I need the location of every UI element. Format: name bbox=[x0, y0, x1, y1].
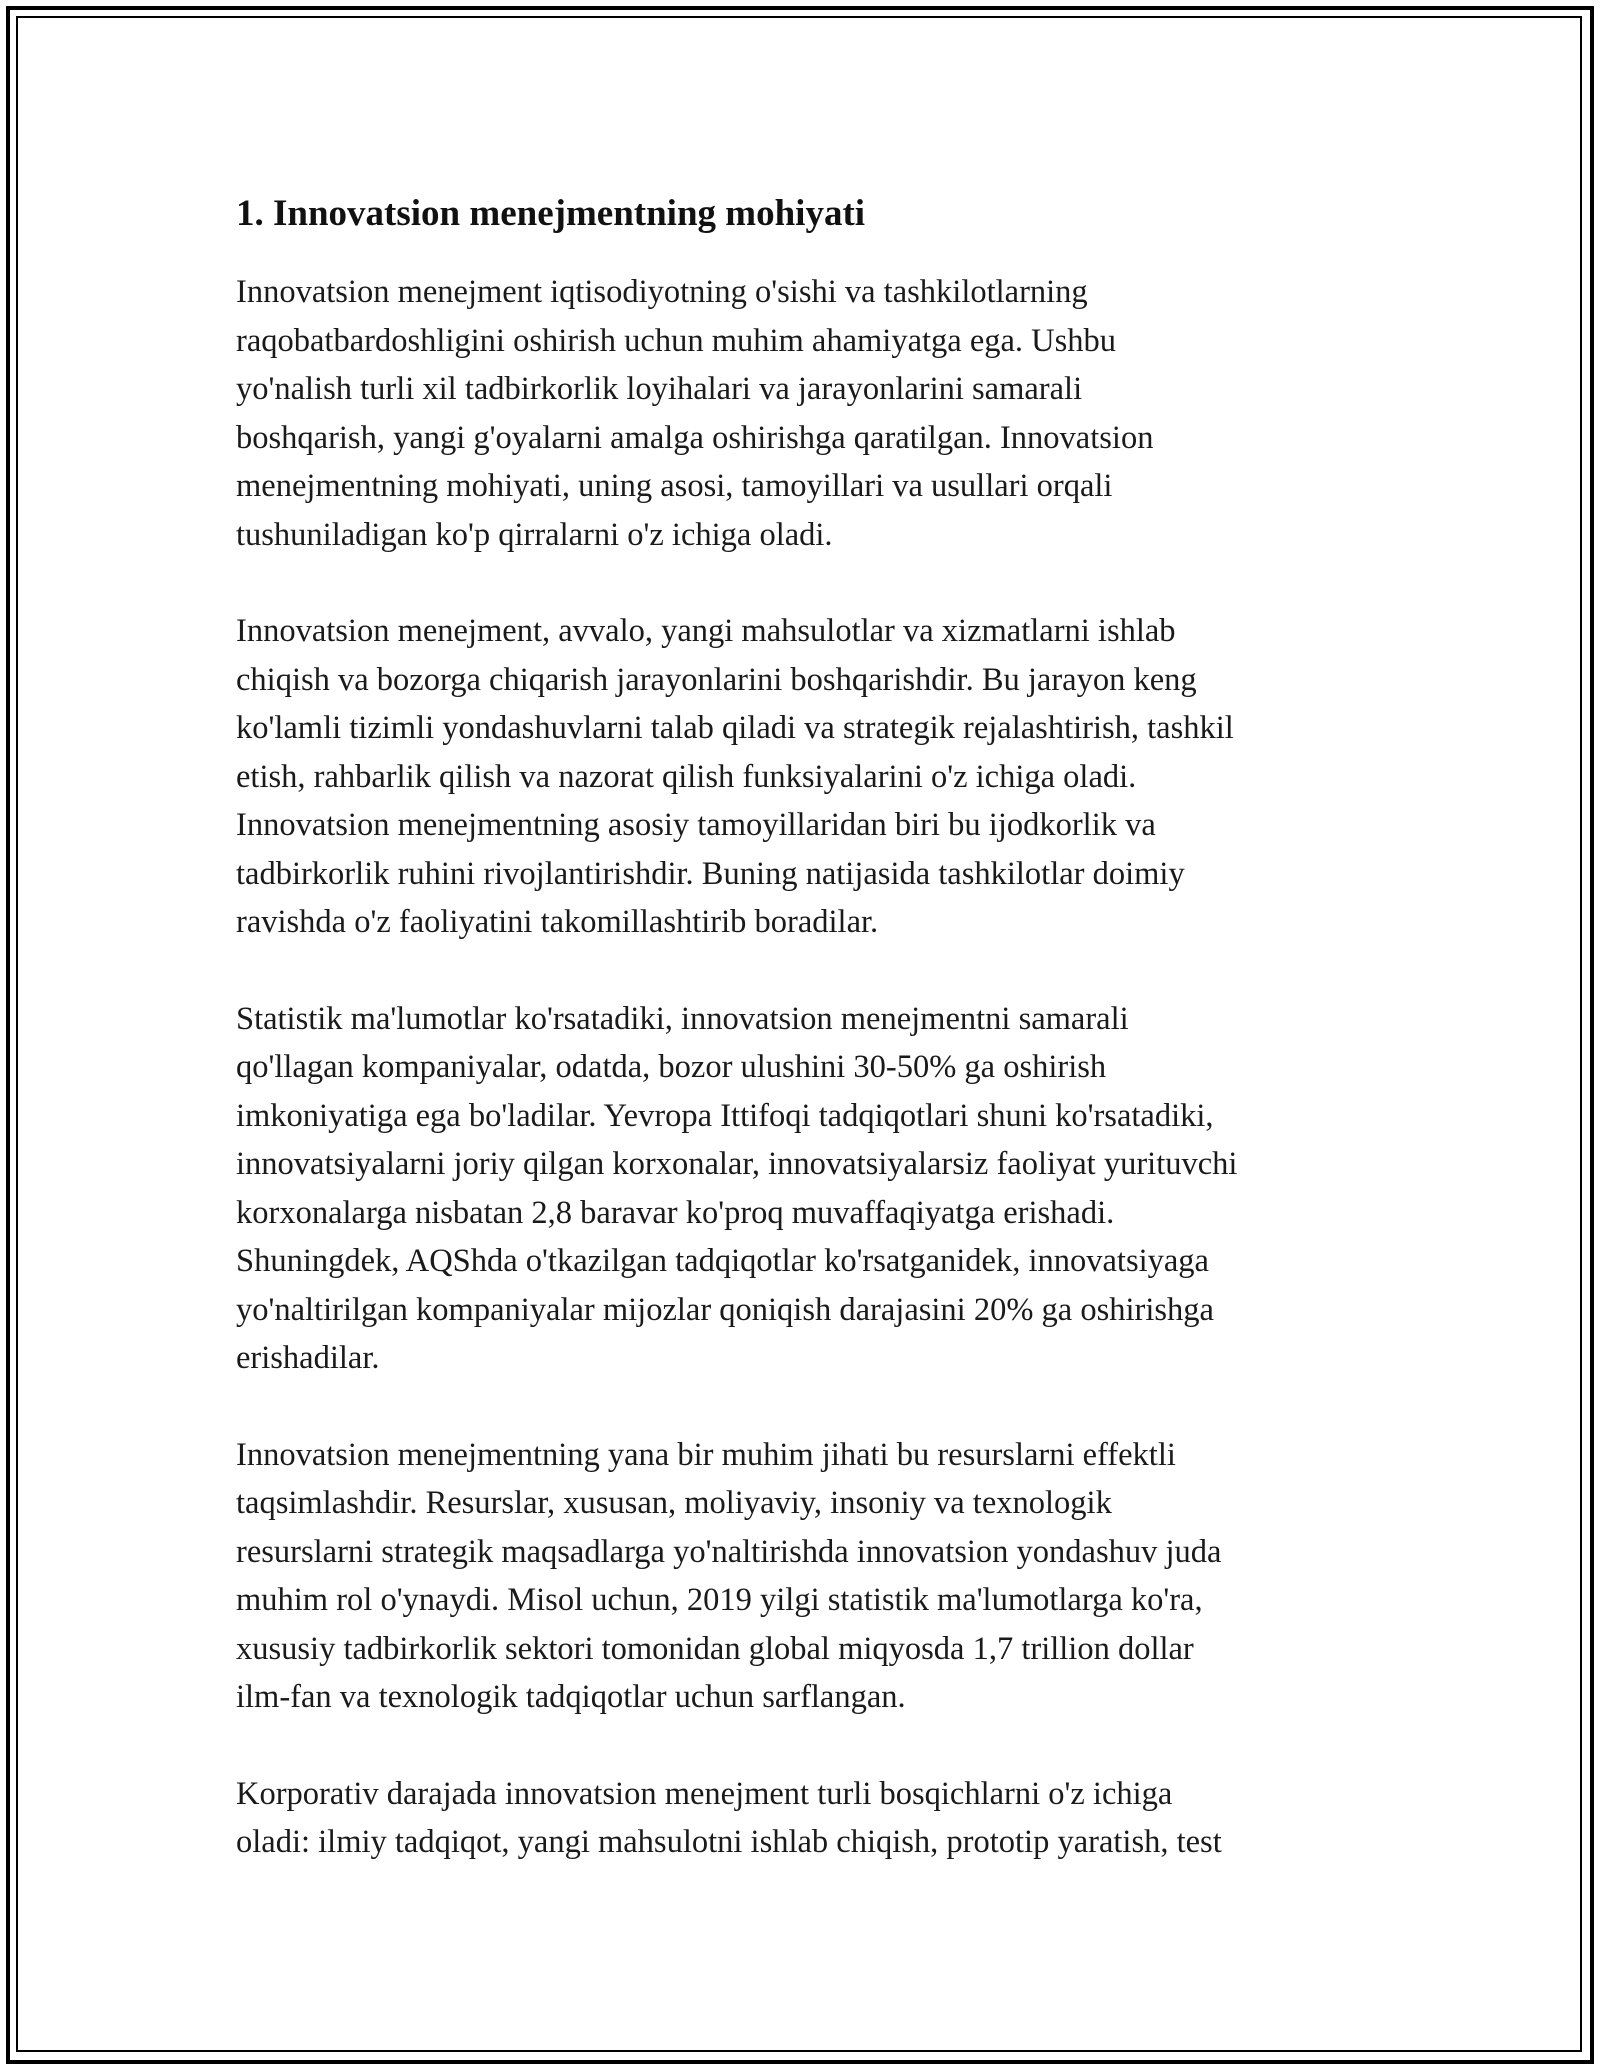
paragraph-1: Innovatsion menejment iqtisodiyotning o'sishi va tashkilotlarning raqobatbardoshligini oshirish uchun muhim ahamiyatga ega. Ushbu yo'nalish turli xil tadbirkorlik loyihalari va jarayonlarini samarali boshqarish, yangi g'oyalarni amalga oshirishga qaratilgan. Innovatsion menejmentning mohiyati, uning asosi, tamoyillari va usullari orqali tushuniladigan ko'p qirralarni o'z ichiga oladi. bbox=[236, 274, 1154, 553]
paragraph-3: Statistik ma'lumotlar ko'rsatadiki, innovatsion menejmentni samarali qo'llagan kompaniyalar, odatda, bozor ulushini 30-50% ga oshirish imkoniyatiga ega bo'ladilar. Yevropa Ittifoqi tadqiqotlari shuni ko'rsatadiki, innovatsiyalarni joriy qilgan korxonalar, innovatsiyalarsiz faoliyat yurituvchi korxonalarga nisbatan 2,8 baravar ko'proq muvaffaqiyatga erishadi. Shuningdek, AQShda o'tkazilgan tadqiqotlar ko'rsatganidek, innovatsiyaga yo'naltirilgan kompaniyalar mijozlar qoniqish darajasini 20% ga oshirishga erishadilar. bbox=[236, 1000, 1238, 1376]
paragraph-5: Korporativ darajada innovatsion menejment turli bosqichlarni o'z ichiga oladi: ilmiy tadqiqot, yangi mahsulotni ishlab chiqish, prototip yaratish, test bbox=[236, 1775, 1222, 1860]
paragraph-4: Innovatsion menejmentning yana bir muhim jihati bu resurslarni effektli taqsimlashdir. Resurslar, xususan, moliyaviy, insoniy va texnologik resurslarni strategik maqsadlarga yo'naltirishda innovatsion yondashuv juda muhim rol o'ynaydi. Misol uchun, 2019 yilgi statistik ma'lumotlarga ko'ra, xususiy tadbirkorlik sektori tomonidan global miqyosda 1,7 trillion dollar ilm-fan va texnologik tadqiqotlar uchun sarflangan. bbox=[236, 1436, 1222, 1715]
document-body bbox=[236, 188, 1386, 1915]
section-heading: 1. Innovatsion menejmentning mohiyati bbox=[236, 193, 866, 234]
paragraph-2: Innovatsion menejment, avvalo, yangi mahsulotlar va xizmatlarni ishlab chiqish va bozorga chiqarish jarayonlarini boshqarishdir. Bu jarayon keng ko'lamli tizimli yondashuvlarni talab qiladi va strategik rejalashtirish, tashkil etish, rahbarlik qilish va nazorat qilish funksiyalarini o'z ichiga oladi. Innovatsion menejmentning asosiy tamoyillaridan biri bu ijodkorlik va tadbirkorlik ruhini rivojlantirishdir. Buning natijasida tashkilotlar doimiy ravishda o'z faoliyatini takomillashtirib boradilar. bbox=[236, 613, 1234, 940]
